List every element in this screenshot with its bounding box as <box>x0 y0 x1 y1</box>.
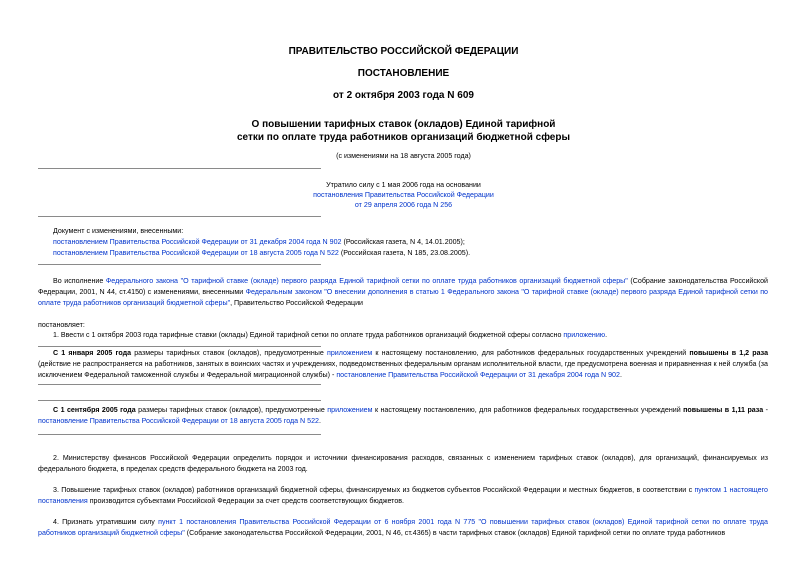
item-3: 3. Повышение тарифных ставок (окладов) работников организаций бюджетной сферы, финансируемых из бюджетов субъектов Российской Федерации и местных бюджетов, в соответствии с пунктом 1 настоящего постановления производится субъектами Российской Федерации за счет средств соответствующих бюджетов. <box>38 486 768 505</box>
divider <box>38 384 321 385</box>
amendment-522-link[interactable]: постановление Правительства Российской Федерации от 18 августа 2005 года N 522 <box>38 417 319 425</box>
document-date-number: от 2 октября 2003 года N 609 <box>333 90 474 101</box>
amendment-sep-2005: С 1 сентября 2005 года размеры тарифных ставок (окладов), предусмотренные приложением к настоящему постановлению, для работников федеральных государственных учреждений повышены в 1,11 раза - постановление Правительства Российской Федерации от 18 августа 2005 года N 522. <box>38 406 768 425</box>
divider <box>38 168 321 169</box>
document-title-line1: О повышении тарифных ставок (окладов) Единой тарифной <box>251 119 556 130</box>
expired-link-line1[interactable]: постановления Правительства Российской Федерации <box>313 191 494 199</box>
item-4: 4. Признать утратившим силу пункт 1 постановления Правительства Российской Федерации от 6 ноября 2001 года N 775 "О повышении тарифных ставок (окладов) Единой тарифной сетки по оплате труда работников организаций бюджетной сферы" (Собрание законодательства Российской Федерации, 2001, N 46, ст.4365) в части тарифных ставок (окладов) Единой тарифной сетки по оплате труда работников <box>38 518 768 537</box>
divider <box>38 346 321 347</box>
appendix-link[interactable]: приложением <box>326 349 373 357</box>
changes-note: (с изменениями на 18 августа 2005 года) <box>336 152 471 160</box>
document-type: ПОСТАНОВЛЕНИЕ <box>357 68 450 79</box>
item-2: 2. Министерству финансов Российской Федерации определить порядок и источники финансирования расходов, связанных с изменением тарифных ставок (окладов), для организаций, финансируемых из федерального бюджета, в пределах средств федерального бюджета на 2003 год. <box>38 454 768 473</box>
change-link-2[interactable]: постановлением Правительства Российской Федерации от 18 августа 2005 года N 522 <box>53 249 339 257</box>
change-item-1: постановлением Правительства Российской Федерации от 31 декабря 2004 года N 902 (Российская газета, N 4, 14.01.2005); <box>53 238 465 246</box>
change-item-2: постановлением Правительства Российской Федерации от 18 августа 2005 года N 522 (Российская газета, N 185, 23.08.2005). <box>53 249 471 257</box>
expired-notice: Утратило силу с 1 мая 2006 года на основании <box>326 181 481 189</box>
appendix-link[interactable]: приложением <box>327 406 373 414</box>
divider <box>38 434 321 435</box>
change-link-1[interactable]: постановлением Правительства Российской Федерации от 31 декабря 2004 года N 902 <box>53 238 342 246</box>
preamble-paragraph: Во исполнение Федерального закона "О тарифной ставке (окладе) первого разряда Единой тарифной сетки по оплате труда работников организаций бюджетной сферы" (Собрание законодательства Российской Федерации, 2001, N 44, ст.4150) с изменениями, внесенными Федеральным законом "О внесении дополнения в статью 1 Федерального закона "О тарифной ставке (окладе) первого разряда Единой тарифной сетки по оплате труда работников организаций бюджетной сферы", Правительство Российской Федерации <box>38 277 769 307</box>
amendment-jan-2005: С 1 января 2005 года размеры тарифных ставок (окладов), предусмотренные приложением к настоящему постановлению, для работников федеральных государственных учреждений повышены в 1,2 раза (действие не распространяется на работников, занятых в воинских частях и учреждениях, подведомственных федеральным органам исполнительной власти, где предусмотрена военная и приравненная к ней служба (за исключением Федеральной таможенной службы и Федеральной миграционной службы) - постановление Правительства Российской Федерации от 31 декабря 2004 года N 902. <box>38 349 769 379</box>
document-title-line2: сетки по оплате труда работников организаций бюджетной сферы <box>236 132 571 143</box>
federal-law-amendment-link[interactable]: Федеральным законом "О внесении дополнения в статью 1 Федерального закона "О тарифной ставке (окладе) первого разряда Единой тарифной сетки по оплате труда работников организаций бюджетной сферы" <box>38 288 768 307</box>
decree-word: постановляет: <box>38 321 85 329</box>
government-title: ПРАВИТЕЛЬСТВО РОССИЙСКОЙ ФЕДЕРАЦИИ <box>288 46 519 57</box>
amendment-902-link[interactable]: постановление Правительства Российской Федерации от 31 декабря 2004 года N 902 <box>336 371 620 379</box>
federal-law-link[interactable]: Федерального закона "О тарифной ставке (окладе) первого разряда Единой тарифной сетки по оплате труда работников организаций бюджетной сферы" <box>105 277 628 285</box>
item-1: 1. Ввести с 1 октября 2003 года тарифные ставки (оклады) Единой тарифной сетки по оплате труда работников организаций бюджетной сферы согласно приложению. <box>53 331 608 339</box>
item-1-link[interactable]: пунктом 1 настоящего постановления <box>38 486 768 505</box>
divider <box>38 216 321 217</box>
changes-intro: Документ с изменениями, внесенными: <box>53 227 184 235</box>
divider <box>38 264 321 265</box>
divider <box>38 400 321 401</box>
decree-775-link[interactable]: пункт 1 постановления Правительства Российской Федерации от 6 ноября 2001 года N 775 "О повышении тарифных ставок (окладов) Единой тарифной сетки по оплате труда работников организаций бюджетной сферы" <box>38 518 768 537</box>
appendix-link[interactable]: приложению <box>563 331 606 339</box>
expired-link-line2[interactable]: от 29 апреля 2006 года N 256 <box>354 201 453 209</box>
